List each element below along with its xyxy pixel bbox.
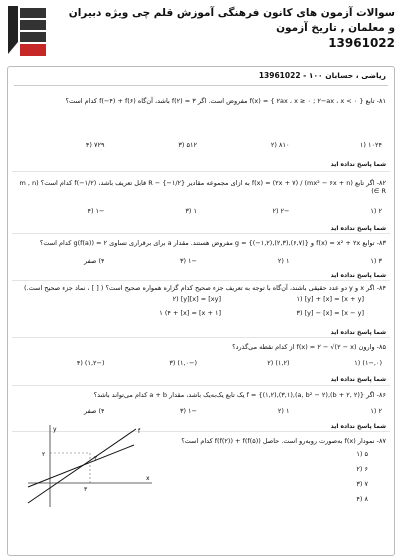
no-answer-label: شما پاسخ نداده اید — [330, 161, 386, 168]
point-label: ۲ — [94, 455, 98, 462]
no-answer-label: شما پاسخ نداده اید — [330, 423, 386, 430]
question-sheet — [7, 66, 395, 556]
option-2[interactable]: [xy] = [x][y] (۲ — [172, 295, 221, 303]
question-text: ۸۷- نمودار f(x) به‌صورت روبه‌رو است. حاصل f(f(۲)) + f(f(۵)) کدام است؟ — [181, 437, 386, 445]
no-answer-label: شما پاسخ نداده اید — [330, 225, 386, 232]
exam-number: 13961022 — [328, 36, 395, 50]
option-2[interactable]: (۱,۲) (۲ — [267, 359, 290, 367]
option-3[interactable]: ۵۱۲ (۳ — [178, 141, 197, 149]
option-1[interactable]: ۲ (۱ — [370, 407, 382, 415]
option-2[interactable]: ۶ (۲ — [356, 465, 368, 473]
function-label: f — [138, 428, 141, 435]
question-text: ۸۱- تابع f(x) = { ۲ax ، x ≥ ۰ ; ۲−ax ، x < ۰ } مفروض است. اگر f(۲) = ۳ باشد، آن‌گاه f(−۴) + f(۶) کدام است؟ — [65, 97, 386, 105]
option-3[interactable]: (−۱,۰) (۳ — [169, 359, 197, 367]
option-1[interactable]: ۳ (۱ — [370, 257, 382, 265]
options-row — [16, 257, 386, 265]
option-4[interactable]: −۱ (۴ — [87, 207, 105, 215]
divider — [12, 233, 390, 234]
option-4[interactable]: [x + ۱] = [x] + ۱ (۴ — [159, 309, 221, 317]
x-axis-label: x — [146, 475, 150, 482]
question-text: ۸۴- اگر x و y دو عدد حقیقی باشند، آن‌گاه با توجه به تعریف جزء صحیح کدام گزاره همواره صحیح است؟ ( [ ] ، نماد جزء صحیح است.) — [24, 284, 386, 292]
option-3[interactable]: −۱ (۳ — [179, 407, 197, 415]
option-2[interactable]: ۱ (۲ — [277, 407, 290, 415]
no-answer-label: شما پاسخ نداده اید — [330, 272, 386, 279]
option-3[interactable]: ۷ (۳ — [356, 480, 368, 488]
question-text: ۸۲- اگر تابع f(x) = (۲x + ۷) / (mx² − ۶x + n) به ازای مجموعه مقادیر R − {−۱/۲} قابل تعریف باشد، f(−۱/۲) کدام است؟ (m , n ∈ R) — [19, 179, 386, 195]
option-1[interactable]: ۵ (۱ — [356, 450, 368, 458]
no-answer-label: شما پاسخ نداده اید — [330, 376, 386, 383]
option-4[interactable]: ۴) صفر — [84, 407, 105, 415]
option-2[interactable]: ۱ (۲ — [277, 257, 290, 265]
option-2[interactable]: ۸۱۰ (۲ — [270, 141, 290, 149]
options-row — [16, 407, 386, 415]
option-1[interactable]: ۲ (۱ — [370, 207, 382, 215]
option-1[interactable]: [x + y] = [x] + [y] (۱ — [296, 295, 364, 303]
option-1[interactable]: (۰,−۱) (۱ — [354, 359, 382, 367]
exam-title: سوالات آزمون های کانون فرهنگی آموزش قلم چی ویژه دبیران و معلمان , تاریخ آزمون — [68, 7, 395, 34]
divider — [12, 385, 390, 386]
subject-title: ریاضی ، حسابان ۱۰۰ - 13961022 — [258, 71, 386, 80]
options-row — [16, 141, 386, 149]
y-axis-label: y — [53, 426, 57, 433]
option-3[interactable]: [x − y] = [x] − [y] (۳ — [296, 309, 364, 317]
point-label: ۳ — [84, 486, 88, 493]
divider — [12, 280, 390, 281]
option-4[interactable]: ۸ (۴ — [356, 495, 368, 503]
no-answer-label: شما پاسخ نداده اید — [330, 329, 386, 336]
option-2[interactable]: −۲ (۲ — [272, 207, 290, 215]
options-row — [16, 359, 386, 367]
option-4[interactable]: (−۱,۲) (۴ — [76, 359, 105, 367]
function-graph — [24, 423, 156, 509]
options-grid — [78, 295, 364, 317]
question-text: ۸۶- اگر f = {(۱,۲),(۳,۱),(a, b² − ۲),(b + ۲, ۲)} یک تابع یک‌به‌یک باشد، مقدار a + b کدام می‌تواند باشد؟ — [93, 391, 386, 399]
option-1[interactable]: ۱۰۲۴ (۱ — [359, 141, 382, 149]
option-4[interactable]: ۴) صفر — [84, 257, 105, 265]
question-text: ۸۳- توابع f(x) = x² + ۲x و g = {(−۱,۲),(۲,۳),(۶,۷)} مفروض هستند. مقدار a برای برقراری تساوی g(f(a)) = ۲ کدام است؟ — [39, 239, 386, 247]
question-text: ۸۵- وارون f(x) = ۲ − √(۲ − x) از کدام نقطه می‌گذرد؟ — [232, 343, 386, 351]
options-column — [356, 447, 368, 507]
divider — [12, 171, 390, 172]
divider — [14, 85, 388, 86]
divider — [12, 337, 390, 338]
option-3[interactable]: −۱ (۳ — [179, 257, 197, 265]
option-3[interactable]: ۱ (۳ — [185, 207, 197, 215]
point-label: ۲ — [42, 451, 46, 458]
kanoon-logo — [4, 2, 48, 60]
option-4[interactable]: ۷۲۹ (۴ — [85, 141, 105, 149]
page-header — [0, 0, 401, 62]
options-row — [16, 207, 386, 215]
